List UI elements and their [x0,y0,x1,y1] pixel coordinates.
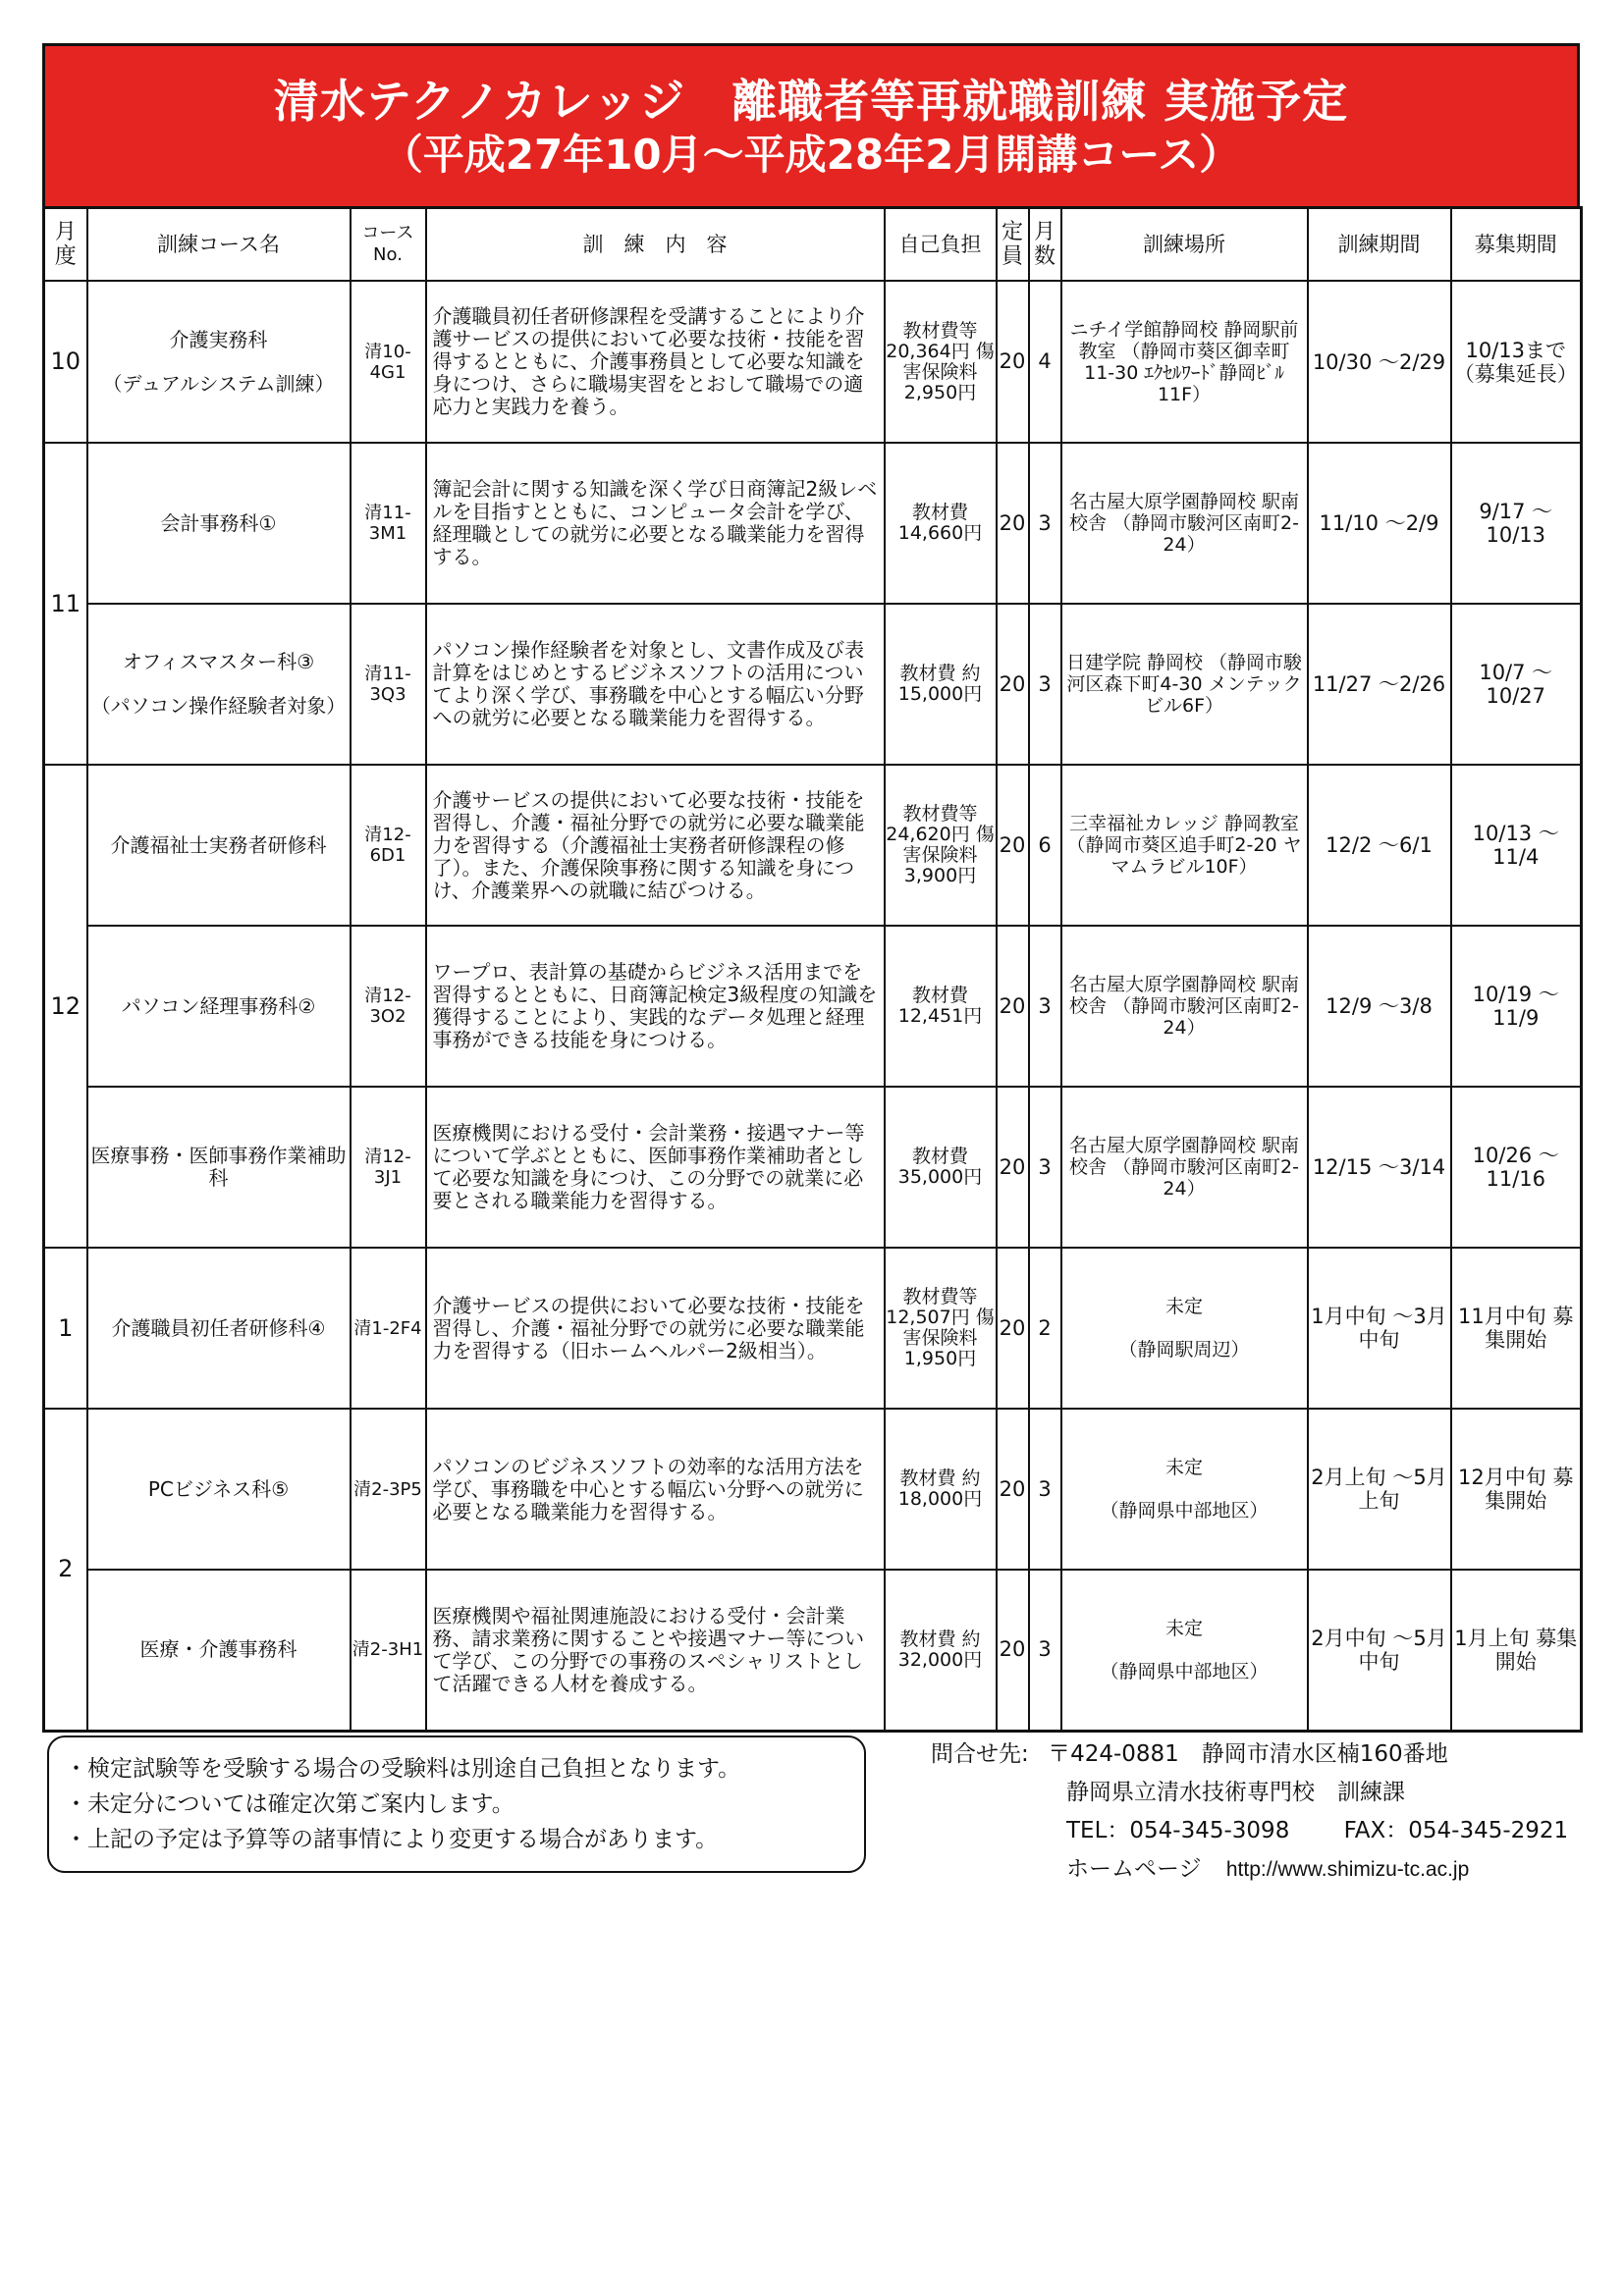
course-place: 日建学院 静岡校 （静岡市駿河区森下町4-30 メンテックビル6F） [1061,604,1308,765]
course-code: 清2-3H1 [351,1570,426,1731]
course-duration: 3 [1029,926,1061,1087]
table-row [44,926,1582,1087]
homepage-label: ホームページ [1066,1856,1202,1882]
note-item: ・上記の予定は予算等の諸事情により変更する場合があります。 [65,1827,719,1852]
course-recruit: 10/13まで （募集延長） [1451,281,1582,443]
course-cost: 教材費等 20,364円 傷害保険料 2,950円 [885,281,997,443]
course-place: 名古屋大原学園静岡校 駅南校舎 （静岡市駿河区南町2-24） [1061,1087,1308,1248]
course-name: オフィスマスター科③ （パソコン操作経験者対象） [87,604,351,765]
month-cell: 2 [44,1409,87,1731]
header-recruit: 募集期間 [1451,208,1582,282]
course-content: 医療機関における受付・会計業務・接遇マナー等について学ぶとともに、医師事務作業補助者として必要な知識を身につけ、この分野での就業に必要とされる職業能力を習得する。 [426,1087,885,1248]
course-capacity: 20 [997,1248,1029,1409]
course-content: 介護サービスの提供において必要な技術・技能を習得し、介護・福祉分野での就労に必要な職業能力を習得する（旧ホームヘルパー2級相当）。 [426,1248,885,1409]
table-row [44,443,1582,604]
header-cost: 自己負担 [885,208,997,282]
course-place: 三幸福祉カレッジ 静岡教室 （静岡市葵区追手町2-20 ヤマムラビル10F） [1061,765,1308,926]
table-row [44,1087,1582,1248]
course-cost: 教材費 約15,000円 [885,604,997,765]
course-period: 12/2 ～6/1 [1308,765,1451,926]
course-capacity: 20 [997,926,1029,1087]
course-place: 未定 （静岡県中部地区） [1061,1570,1308,1731]
course-duration: 3 [1029,1409,1061,1570]
course-name: 医療・介護事務科 [87,1570,351,1731]
header-capacity: 定員 [997,208,1029,282]
course-cost: 教材費 14,660円 [885,443,997,604]
course-recruit: 10/13 ～11/4 [1451,765,1582,926]
course-name: 介護実務科 （デュアルシステム訓練） [87,281,351,443]
table-row [44,604,1582,765]
course-period: 12/15 ～3/14 [1308,1087,1451,1248]
month-cell: 12 [44,765,87,1248]
header-period: 訓練期間 [1308,208,1451,282]
course-name: 介護職員初任者研修科④ [87,1248,351,1409]
course-content: 介護サービスの提供において必要な技術・技能を習得し、介護・福祉分野での就労に必要な職業能力を習得する（介護福祉士実務者研修課程の修了）。また、介護保険事務に関する知識を身につけ、介護業界への就職に結びつける。 [426,765,885,926]
header-duration: 月数 [1029,208,1061,282]
course-duration: 3 [1029,1087,1061,1248]
table-header-row [44,208,1582,282]
course-recruit: 10/7 ～10/27 [1451,604,1582,765]
course-cost: 教材費 35,000円 [885,1087,997,1248]
course-period: 11/10 ～2/9 [1308,443,1451,604]
table-row [44,1409,1582,1570]
contact-label: 問合せ先: [931,1741,1029,1767]
month-cell: 1 [44,1248,87,1409]
course-recruit: 12月中旬 募集開始 [1451,1409,1582,1570]
schedule-table [42,206,1583,1733]
course-period: 11/27 ～2/26 [1308,604,1451,765]
course-code: 清10-4G1 [351,281,426,443]
title-banner [42,43,1580,206]
course-duration: 6 [1029,765,1061,926]
course-capacity: 20 [997,281,1029,443]
header-content: 訓 練 内 容 [426,208,885,282]
month-cell: 11 [44,443,87,765]
course-recruit: 10/26 ～11/16 [1451,1087,1582,1248]
homepage-link[interactable]: http://www.shimizu-tc.ac.jp [1225,1858,1470,1881]
header-course: 訓練コース名 [87,208,351,282]
course-content: パソコンのビジネスソフトの効率的な活用方法を学び、事務職を中心とする幅広い分野への就労に必要となる職業能力を習得する。 [426,1409,885,1570]
page-subtitle: （平成27年10月～平成28年2月開講コース） [381,131,1241,179]
course-content: 介護職員初任者研修課程を受講することにより介護サービスの提供において必要な技術・技能を習得するとともに、介護事務員として必要な知識を身につけ、さらに職場実習をとおして職場での適応力と実践力を養う。 [426,281,885,443]
header-place: 訓練場所 [1061,208,1308,282]
contact-org: 静岡県立清水技術専門校 訓練課 [1066,1780,1405,1805]
course-place: 名古屋大原学園静岡校 駅南校舎 （静岡市駿河区南町2-24） [1061,443,1308,604]
table-row [44,1570,1582,1731]
table-row [44,281,1582,443]
course-recruit: 11月中旬 募集開始 [1451,1248,1582,1409]
course-duration: 3 [1029,604,1061,765]
course-content: ワープロ、表計算の基礎からビジネス活用までを習得するとともに、日商簿記検定3級程度の知識を獲得することにより、実践的なデータ処理と経理事務ができる技能を身につける。 [426,926,885,1087]
header-code: コース No. [351,208,426,282]
course-code: 清11-3M1 [351,443,426,604]
course-place: ニチイ学館静岡校 静岡駅前教室 （静岡市葵区御幸町11-30 ｴｸｾﾙﾜｰﾄﾞ静岡ﾋﾞﾙ11F） [1061,281,1308,443]
course-period: 10/30 ～2/29 [1308,281,1451,443]
course-capacity: 20 [997,443,1029,604]
header-month: 月度 [44,208,87,282]
page-title: 清水テクノカレッジ 離職者等再就職訓練 実施予定 [273,75,1349,128]
course-capacity: 20 [997,765,1029,926]
course-name: 会計事務科① [87,443,351,604]
course-code: 清12-3O2 [351,926,426,1087]
table-row [44,1248,1582,1409]
contact-address: 〒424-0881 静岡市清水区楠160番地 [1048,1741,1448,1767]
course-capacity: 20 [997,1570,1029,1731]
course-cost: 教材費 12,451円 [885,926,997,1087]
course-name: 介護福祉士実務者研修科 [87,765,351,926]
course-period: 1月中旬 ～3月中旬 [1308,1248,1451,1409]
course-content: パソコン操作経験者を対象とし、文書作成及び表計算をはじめとするビジネスソフトの活用についてより深く学び、事務職を中心とする幅広い分野への就労に必要となる職業能力を習得する。 [426,604,885,765]
course-recruit: 1月上旬 募集開始 [1451,1570,1582,1731]
course-duration: 3 [1029,1570,1061,1731]
course-period: 12/9 ～3/8 [1308,926,1451,1087]
note-item: ・未定分については確定次第ご案内します。 [65,1791,514,1817]
course-period: 2月上旬 ～5月上旬 [1308,1409,1451,1570]
course-duration: 3 [1029,443,1061,604]
course-name: パソコン経理事務科② [87,926,351,1087]
course-name: PCビジネス科⑤ [87,1409,351,1570]
course-content: 医療機関や福祉関連施設における受付・会計業務、請求業務に関することや接遇マナー等について学び、この分野での事務のスペシャリストとして活躍できる人材を養成する。 [426,1570,885,1731]
course-place: 名古屋大原学園静岡校 駅南校舎 （静岡市駿河区南町2-24） [1061,926,1308,1087]
course-content: 簿記会計に関する知識を深く学び日商簿記2級レベルを目指すとともに、コンピュータ会計を学び、経理職としての就労に必要となる職業能力を習得する。 [426,443,885,604]
course-cost: 教材費等 12,507円 傷害保険料 1,950円 [885,1248,997,1409]
course-duration: 4 [1029,281,1061,443]
course-duration: 2 [1029,1248,1061,1409]
notes-box [47,1735,866,1873]
course-cost: 教材費 約18,000円 [885,1409,997,1570]
course-recruit: 9/17 ～10/13 [1451,443,1582,604]
course-code: 清11-3Q3 [351,604,426,765]
course-name: 医療事務・医師事務作業補助科 [87,1087,351,1248]
course-cost: 教材費 約32,000円 [885,1570,997,1731]
table-row [44,765,1582,926]
course-capacity: 20 [997,604,1029,765]
course-code: 清12-6D1 [351,765,426,926]
course-code: 清12-3J1 [351,1087,426,1248]
month-cell: 10 [44,281,87,443]
course-place: 未定 （静岡駅周辺） [1061,1248,1308,1409]
note-item: ・検定試験等を受験する場合の受験料は別途自己負担となります。 [65,1756,741,1782]
course-capacity: 20 [997,1409,1029,1570]
contact-info [931,1735,1598,1889]
course-cost: 教材費等 24,620円 傷害保険料 3,900円 [885,765,997,926]
contact-fax: FAX：054-345-2921 [1343,1818,1569,1843]
course-capacity: 20 [997,1087,1029,1248]
course-place: 未定 （静岡県中部地区） [1061,1409,1308,1570]
contact-tel: TEL：054-345-3098 [1066,1818,1290,1843]
course-code: 清2-3P5 [351,1409,426,1570]
course-code: 清1-2F4 [351,1248,426,1409]
course-recruit: 10/19 ～11/9 [1451,926,1582,1087]
course-period: 2月中旬 ～5月中旬 [1308,1570,1451,1731]
